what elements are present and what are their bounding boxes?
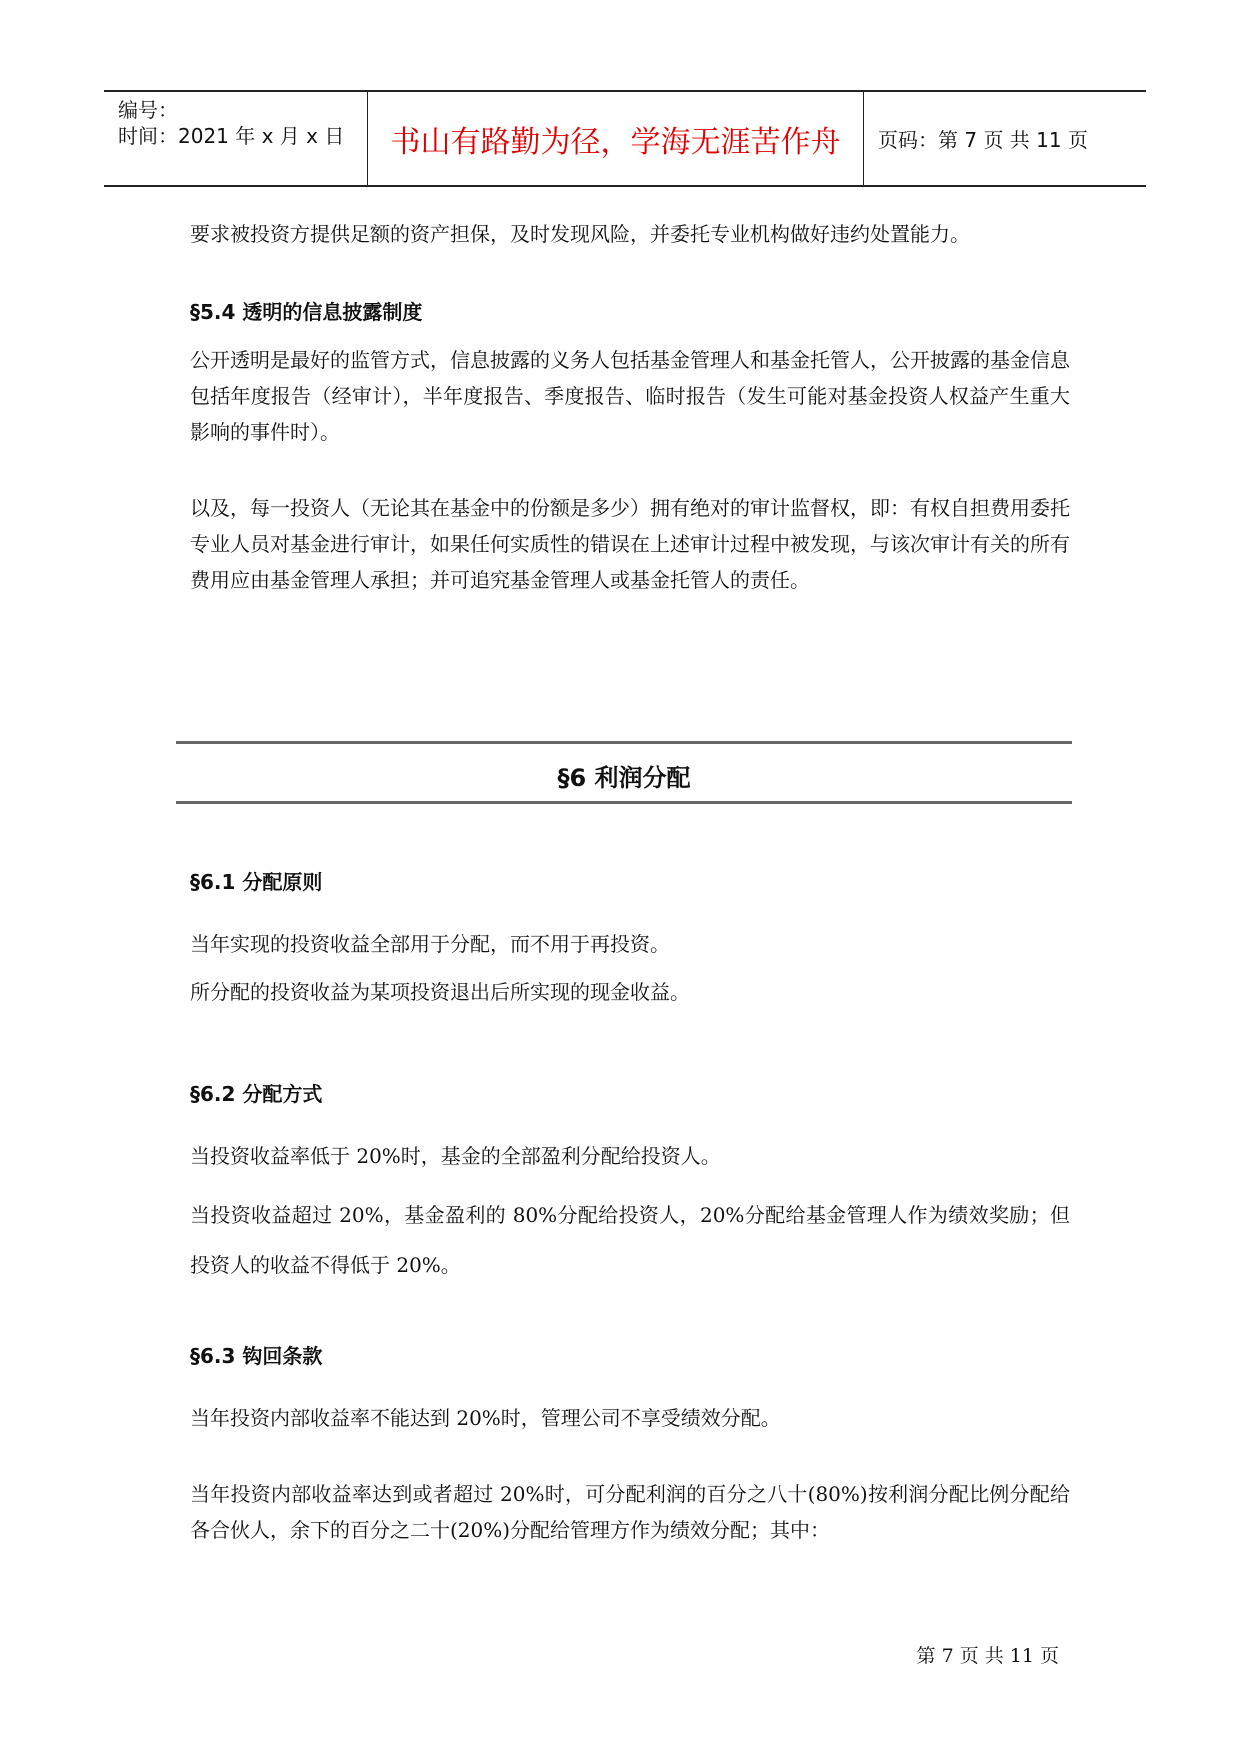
chapter-top-rule <box>176 741 1072 744</box>
time-label: 时间：2021 年 x 月 x 日 <box>118 124 345 148</box>
section-6-2-paragraph-2: 当投资收益超过 20%，基金盈利的 80%分配给投资人，20%分配给基金管理人作为绩效奖励；但投资人的收益不得低于 20%。 <box>190 1203 1070 1277</box>
chapter-6-title: §6 利润分配 <box>557 764 691 792</box>
section-6-3-title: §6.3 钩回条款 <box>190 1344 323 1368</box>
section-5-4-paragraph-2: 以及，每一投资人（无论其在基金中的份额是多少）拥有绝对的审计监督权，即：有权自担费用委托专业人员对基金进行审计，如果任何实质性的错误在上述审计过程中被发现，与该次审计有关的所有费用应由基金管理人承担；并可追究基金管理人或基金托管人的责任。 <box>190 496 1070 592</box>
section-6-1-paragraph-2: 所分配的投资收益为某项投资退出后所实现的现金收益。 <box>190 980 690 1004</box>
serial-label: 编号： <box>118 98 178 122</box>
section-6-3-paragraph-2: 当年投资内部收益率达到或者超过 20%时，可分配利润的百分之八十(80%)按利润分配比例分配给各合伙人，余下的百分之二十(20%)分配给管理方作为绩效分配；其中： <box>190 1482 1070 1542</box>
section-6-1-paragraph-1: 当年实现的投资收益全部用于分配，而不用于再投资。 <box>190 932 670 956</box>
section-5-4-title: §5.4 透明的信息披露制度 <box>190 300 423 324</box>
chapter-bottom-rule <box>176 801 1072 804</box>
intro-paragraph: 要求被投资方提供足额的资产担保，及时发现风险，并委托专业机构做好违约处置能力。 <box>190 222 970 246</box>
page-footer-number: 第 7 页 共 11 页 <box>916 1645 1059 1667</box>
section-6-1-title: §6.1 分配原则 <box>190 870 323 894</box>
section-6-3-paragraph-1: 当年投资内部收益率不能达到 20%时，管理公司不享受绩效分配。 <box>190 1406 781 1430</box>
section-5-4-paragraph-1: 公开透明是最好的监管方式，信息披露的义务人包括基金管理人和基金托管人，公开披露的基金信息包括年度报告（经审计），半年度报告、季度报告、临时报告（发生可能对基金投资人权益产生重大影响的事件时）。 <box>190 348 1070 444</box>
header-motto: 书山有路勤为径，学海无涯苦作舟 <box>390 124 841 160</box>
header-left-cell <box>104 92 368 185</box>
header-motto-cell <box>368 92 864 185</box>
header-page-code: 页码：第 7 页 共 11 页 <box>878 128 1088 152</box>
page-header <box>104 90 1146 187</box>
section-6-2-paragraph-1: 当投资收益率低于 20%时，基金的全部盈利分配给投资人。 <box>190 1144 721 1168</box>
header-page-cell <box>864 92 1146 185</box>
section-6-2-title: §6.2 分配方式 <box>190 1082 323 1106</box>
